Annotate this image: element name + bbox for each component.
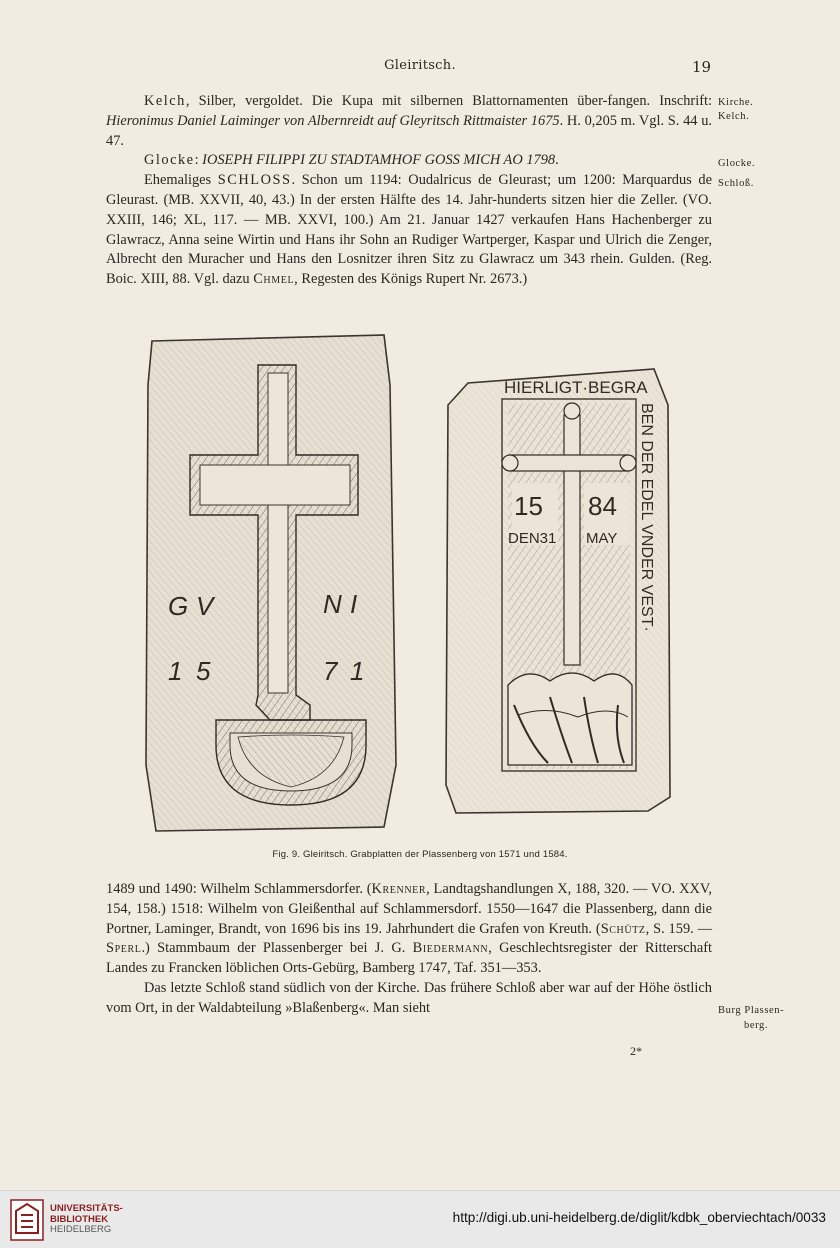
library-name[interactable]: UNIVERSITÄTS- BIBLIOTHEK HEIDELBERG	[50, 1203, 123, 1236]
university-library-logo[interactable]	[10, 1199, 44, 1241]
margin-note-glocke: Glocke.	[718, 158, 756, 169]
source-url-link[interactable]: http://digi.ub.uni-heidelberg.de/diglit/kdbk_oberviechtach/0033	[452, 1210, 826, 1225]
margin-note-burg: Burg Plassen-	[718, 1005, 785, 1016]
svg-text:1: 1	[168, 656, 183, 686]
text-block-bottom	[106, 880, 712, 1019]
running-head: Gleiritsch.	[384, 58, 456, 73]
figure-caption: Fig. 9. Gleiritsch. Grabplatten der Plassenberg von 1571 und 1584.	[272, 849, 568, 860]
text-block-top	[106, 92, 712, 290]
svg-text:5: 5	[196, 656, 211, 686]
margin-note-schloss: Schloß.	[718, 178, 754, 189]
margin-note-kirche: Kirche.	[718, 97, 754, 108]
signature-mark: 2*	[630, 1044, 642, 1058]
right-slab-side-inscription: BEN DER EDEL VNDER VEST·	[638, 403, 655, 632]
right-slab-top-inscription: HIERLIGT·BEGRA	[504, 378, 648, 397]
svg-text:I: I	[350, 589, 358, 619]
svg-text:84: 84	[588, 491, 617, 521]
right-grave-slab	[446, 369, 670, 813]
paragraph-owners: 1489 und 1490: Wilhelm Schlammersdorfer. (Krenner, Landtagshandlungen X, 188, 320. — VO. XXV, 154, 158.) 1518: Wilhelm von Gleißenthal auf Schlammersdorf. 1550—1647 die Plassenberg, dann die Portner, Laminger, Brandt, von 1696 bis ins 19. Jahrhundert die Grafen von Kreuth. (Schütz, S. 159. — Sperl.) Stammbaum der Plassenberger bei J. G. Biedermann, Geschlechtsregister der Ritterschaft Landes zu Francken löblichen Orts-Gebürg, Bamberg 1747, Taf. 351—353.	[106, 881, 712, 977]
svg-text:V: V	[196, 591, 214, 621]
svg-text:15: 15	[514, 491, 543, 521]
svg-text:DEN31: DEN31	[508, 530, 557, 547]
paragraph-kelch: Kelch, Silber, vergoldet. Die Kupa mit silbernen Blattornamenten über-fangen. Inschrift: Hieronimus Daniel Laiminger von Albernreidt auf Gleyritsch Rittmaister 1675. H. 0,205 m. Vgl. S. 44 u. 47.	[106, 93, 712, 149]
paragraph-burg: Das letzte Schloß stand südlich von der Kirche. Das frühere Schloß aber war auf der Höhe östlich vom Ort, in der Waldabteilung »Blaßenberg«. Man sieht	[106, 979, 712, 1016]
svg-text:1: 1	[350, 656, 365, 686]
margin-note-kelch: Kelch.	[718, 111, 750, 122]
paragraph-schloss: Ehemaliges SCHLOSS. Schon um 1194: Oudalricus de Gleurast; um 1200: Marquardus de Gleurast. (MB. XXVII, 40, 43.) In der ersten Hälfte des 14. Jahr-hunderts sitzen hier die Zeller. (VO. XXIII, 146; XL, 117. — MB. XXVI, 100.) Am 21. Januar 1427 verkaufen Hans Hachenberger zu Glawracz, Anna seine Wirtin und Hans ihr Sohn an Rudiger Wartperger, Kaspar und Ulrich die Zenger, Albrecht den Muracher und Hans den Losnitzer ihren Sitz zu Glawracz um 343 rhein. Gulden. (Reg. Boic. XIII, 88. Vgl. dazu Chmel, Regesten des Königs Rupert Nr. 2673.)	[106, 172, 712, 288]
left-grave-slab	[146, 335, 396, 831]
margin-note-berg: berg.	[744, 1020, 769, 1031]
svg-text:N: N	[323, 589, 342, 619]
paragraph-glocke: Glocke: IOSEPH FILIPPI ZU STADTAMHOF GOSS MICH AO 1798.	[144, 152, 559, 169]
page-number: 19	[692, 58, 712, 76]
svg-text:7: 7	[323, 656, 338, 686]
library-footer	[0, 1190, 840, 1248]
svg-text:MAY: MAY	[586, 530, 618, 547]
svg-text:G: G	[168, 591, 189, 621]
grave-slabs-figure	[138, 325, 698, 845]
